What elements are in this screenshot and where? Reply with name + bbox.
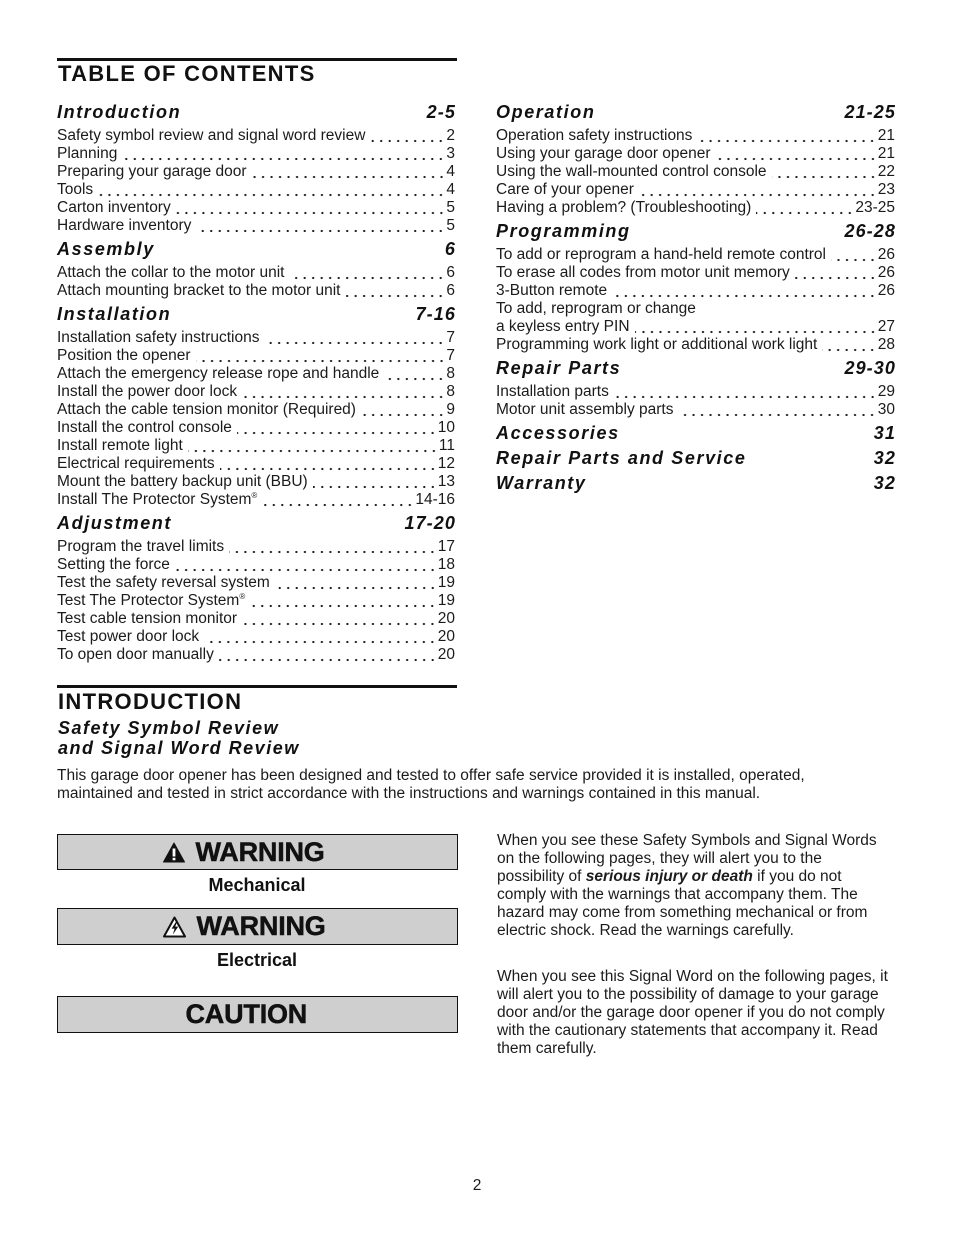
toc-section-heading [57, 512, 455, 534]
body-line: electric shock. Read the warnings carefully. [497, 922, 794, 939]
toc-entry-page: 21 [877, 127, 895, 144]
toc-section-heading [496, 422, 895, 444]
toc-section-pages: 17-20 [404, 513, 456, 533]
dot-leader [361, 401, 445, 419]
toc-entry-page: 7 [446, 347, 455, 364]
toc-entry-label [496, 300, 696, 318]
toc-entry [57, 401, 455, 419]
body-line: maintained and tested in strict accordance with the instructions and warnings contained in this manual. [57, 785, 761, 802]
toc-section-title: Programming [496, 221, 631, 241]
toc-entry-list [496, 383, 895, 419]
dot-leader [275, 574, 437, 592]
toc-entry [57, 163, 455, 181]
toc-entry-page: 22 [877, 163, 895, 180]
toc-entry [57, 592, 455, 610]
toc-entry-page: 9 [446, 401, 455, 418]
registered-mark: ® [239, 592, 246, 601]
toc-entry-label [57, 455, 215, 473]
toc-entry [57, 217, 455, 235]
toc-section [57, 512, 455, 664]
signal-word: WARNING [195, 836, 325, 867]
toc-section-heading [496, 220, 895, 242]
toc-section-pages: 21-25 [844, 102, 896, 122]
toc-entry-label [57, 127, 365, 145]
toc-entry-label [496, 145, 711, 163]
toc-section-heading [57, 303, 455, 325]
toc-entry-page: 30 [877, 401, 895, 418]
toc-entry-page: 3 [446, 145, 455, 162]
toc-entry-text: Position the opener [57, 347, 191, 364]
toc-entry-text: Install the control console [57, 419, 232, 436]
toc-entry [496, 199, 895, 217]
toc-entry [57, 491, 455, 509]
dot-leader [188, 437, 438, 455]
dot-leader [614, 383, 877, 401]
toc-entry-text: Program the travel limits [57, 538, 225, 555]
emphasis-text: serious injury or death [585, 868, 753, 885]
toc-entry-page: 12 [437, 455, 455, 472]
body-line: comply with the warnings that accompany them. The [497, 886, 858, 903]
toc-section-pages: 31 [873, 423, 896, 443]
toc-entry [496, 401, 895, 419]
toc-entry-label [496, 336, 817, 354]
toc-entry-page: 8 [446, 383, 455, 400]
introduction-subtitle-line: Safety Symbol Review [58, 718, 280, 738]
dot-leader [716, 145, 877, 163]
toc-entry [57, 628, 455, 646]
toc-entry-text: Attach mounting bracket to the motor unit [57, 282, 341, 299]
warning-caption-mechanical: Mechanical [208, 875, 306, 895]
toc-entry-label [57, 264, 284, 282]
toc-entry [496, 282, 895, 300]
toc-entry-text: Using your garage door opener [496, 145, 711, 162]
toc-section-pages: 32 [873, 448, 896, 468]
dot-leader [370, 127, 445, 145]
toc-section-title: Accessories [496, 423, 620, 443]
toc-entry [496, 318, 895, 336]
toc-entry-text: Install the power door lock [57, 383, 238, 400]
page-number: 2 [472, 1177, 482, 1194]
toc-entry-label [57, 574, 270, 592]
toc-entry-page: 8 [446, 365, 455, 382]
toc-entry-label [496, 318, 630, 336]
toc-section-pages: 29-30 [844, 358, 896, 378]
toc-section [57, 303, 455, 509]
toc-entry-text: Installation parts [496, 383, 609, 400]
toc-section [57, 101, 455, 235]
toc-entry [57, 145, 455, 163]
body-line: with the cautionary statements that accompany it. Read [497, 1022, 878, 1039]
signal-word: WARNING [196, 911, 326, 941]
toc-entry-page: 7 [446, 329, 455, 346]
toc-entry-label [57, 610, 237, 628]
toc-entry-text: Attach the emergency release rope and handle [57, 365, 380, 382]
body-line: will alert you to the possibility of damage to your garage [497, 986, 879, 1003]
dot-leader [242, 383, 445, 401]
toc-entry [496, 336, 895, 354]
toc-section-heading [57, 238, 455, 260]
toc-entry-label [57, 181, 93, 199]
toc-entry-text: To add, reprogram or change [496, 300, 696, 317]
toc-entry-label [496, 264, 790, 282]
toc-entry-text: Programming work light or additional work light [496, 336, 818, 353]
toc-entry [57, 199, 455, 217]
toc-entry-page: 18 [437, 556, 455, 573]
dot-leader [313, 473, 437, 491]
toc-title: TABLE OF CONTENTS [58, 61, 316, 86]
warning-caption-electrical: Electrical [216, 950, 298, 970]
dot-leader [98, 181, 445, 199]
toc-entry-label [496, 246, 826, 264]
toc-entry-text: Installation safety instructions [57, 329, 260, 346]
toc-section-title: Introduction [57, 102, 182, 122]
toc-entry [496, 127, 895, 145]
toc-entry [57, 181, 455, 199]
toc-entry-text: Operation safety instructions [496, 127, 693, 144]
toc-entry-page: 17 [437, 538, 455, 555]
toc-section-pages: 26-28 [844, 221, 896, 241]
toc-entry-label [57, 628, 199, 646]
toc-entry-label [496, 383, 609, 401]
dot-leader [219, 646, 437, 664]
toc-entry-text: Having a problem? (Troubleshooting) [496, 199, 752, 216]
toc-entry-list [57, 127, 455, 235]
toc-section-title: Adjustment [57, 513, 172, 533]
signal-word: CAUTION [185, 999, 308, 1029]
body-line: This garage door opener has been designed and tested to offer safe service provided it is installed, operated, [57, 767, 805, 784]
toc-section-title: Repair Parts and Service [496, 448, 747, 468]
dot-leader [678, 401, 876, 419]
toc-entry-text: Install The Protector System [57, 491, 252, 508]
toc-entry-page: 26 [877, 282, 895, 299]
toc-entry [496, 163, 895, 181]
toc-section-title: Assembly [57, 239, 155, 259]
dot-leader [252, 163, 446, 181]
toc-entry-page: 20 [437, 646, 455, 663]
toc-entry-label [57, 419, 232, 437]
toc-section-heading [496, 357, 895, 379]
toc-entry-page: 2 [446, 127, 455, 144]
toc-section [496, 447, 895, 469]
dot-leader [242, 610, 437, 628]
toc-entry-text: Attach the cable tension monitor (Required) [57, 401, 356, 418]
toc-entry [57, 419, 455, 437]
toc-entry-label [57, 365, 379, 383]
warning-box-mechanical [57, 834, 458, 870]
toc-section-heading [496, 101, 895, 123]
toc-entry [57, 127, 455, 145]
toc-entry [496, 181, 895, 199]
toc-entry-page: 6 [446, 282, 455, 299]
toc-entry-page: 19 [437, 592, 455, 609]
toc-entry-text: Preparing your garage door [57, 163, 247, 180]
toc-entry-label [57, 199, 171, 217]
toc-entry-label [57, 592, 245, 610]
toc-entry-label [57, 145, 117, 163]
toc-entry-label [57, 556, 170, 574]
toc-entry-label [57, 401, 356, 419]
toc-section-pages: 7-16 [415, 304, 456, 324]
introduction-subtitle [58, 718, 300, 758]
toc-entry-page: 10 [437, 419, 455, 436]
toc-entry-page: 4 [446, 181, 455, 198]
toc-section [496, 357, 895, 419]
dot-leader [237, 419, 437, 437]
toc-entry-text: Test cable tension monitor [57, 610, 238, 627]
toc-entry-label [496, 127, 692, 145]
toc-section-heading [57, 101, 455, 123]
toc-entry [57, 264, 455, 282]
toc-entry-page: 27 [877, 318, 895, 335]
toc-entry-text: Electrical requirements [57, 455, 215, 472]
toc-entry-list [57, 264, 455, 300]
toc-entry-page: 26 [877, 246, 895, 263]
safety-symbols-explanation [497, 832, 877, 940]
introduction-title: INTRODUCTION [58, 689, 243, 714]
toc-entry [496, 300, 895, 318]
dot-leader [795, 264, 877, 282]
toc-section-pages: 32 [873, 473, 896, 493]
toc-entry-text: Using the wall-mounted control console [496, 163, 767, 180]
toc-entry-text: To open door manually [57, 646, 214, 663]
body-text: if you do not [752, 868, 842, 885]
toc-entry [57, 473, 455, 491]
toc-entry-page: 14-16 [415, 491, 455, 508]
body-line: hazard may come from something mechanical or from [497, 904, 868, 921]
toc-entry-text: Test The Protector System [57, 592, 240, 609]
toc-entry-label [57, 282, 340, 300]
toc-entry-label [496, 282, 607, 300]
dot-leader [697, 127, 876, 145]
dot-leader [289, 264, 445, 282]
dot-leader [756, 199, 854, 217]
dot-leader [262, 491, 414, 509]
toc-entry-label [57, 473, 308, 491]
toc-entry-text: Setting the force [57, 556, 170, 573]
toc-entry-label [57, 163, 247, 181]
toc-section [496, 472, 895, 494]
toc-entry-label [57, 217, 191, 235]
dot-leader [345, 282, 445, 300]
toc-entry-text: To erase all codes from motor unit memory [496, 264, 790, 281]
toc-entry-text: Tools [57, 181, 94, 198]
toc-entry-page: 11 [438, 437, 455, 454]
toc-section-title: Operation [496, 102, 596, 122]
toc-entry-page: 23 [877, 181, 895, 198]
toc-entry [57, 365, 455, 383]
toc-entry-page: 20 [437, 610, 455, 627]
toc-entry-label [57, 347, 191, 365]
caution-box [57, 996, 458, 1033]
toc-entry-text: Test the safety reversal system [57, 574, 270, 591]
toc-entry-label [57, 646, 214, 664]
toc-section-heading [496, 447, 895, 469]
toc-entry-text: Test power door lock [57, 628, 200, 645]
dot-leader [612, 282, 877, 300]
dot-leader [229, 538, 437, 556]
body-line [497, 868, 877, 886]
dot-leader [772, 163, 877, 181]
toc-entry [496, 383, 895, 401]
toc-entry-text: Attach the collar to the motor unit [57, 264, 285, 281]
dot-leader [264, 329, 445, 347]
dot-leader [176, 199, 446, 217]
warning-box-electrical [57, 908, 458, 945]
toc-entry-page: 23-25 [855, 199, 895, 216]
toc-entry [57, 455, 455, 473]
toc-section [496, 101, 895, 217]
toc-entry-list [496, 127, 895, 217]
toc-entry-text: To add or reprogram a hand-held remote control [496, 246, 826, 263]
warning-triangle-lightning-icon [163, 916, 186, 938]
toc-entry [57, 574, 455, 592]
dot-leader [204, 628, 437, 646]
toc-entry-text: a keyless entry PIN [496, 318, 630, 335]
toc-entry-label [496, 181, 634, 199]
body-line: on the following pages, they will alert you to the [497, 850, 822, 867]
dot-leader [635, 318, 877, 336]
dot-leader [220, 455, 437, 473]
toc-entry-page: 13 [437, 473, 455, 490]
toc-entry-text: Carton inventory [57, 199, 171, 216]
dot-leader [831, 246, 877, 264]
dot-leader [196, 347, 446, 365]
toc-entry [57, 282, 455, 300]
dot-leader [175, 556, 437, 574]
toc-entry-page: 6 [446, 264, 455, 281]
introduction-top-rule [57, 685, 457, 688]
dot-leader [122, 145, 445, 163]
toc-entry-page: 5 [446, 217, 455, 234]
body-line: them carefully. [497, 1040, 597, 1057]
body-text: possibility of [497, 868, 586, 885]
toc-entry-page: 21 [877, 145, 895, 162]
toc-entry-label [496, 199, 751, 217]
toc-section-pages: 6 [444, 239, 456, 259]
dot-leader [384, 365, 445, 383]
toc-entry-text: Planning [57, 145, 118, 162]
toc-entry-label [57, 491, 257, 509]
toc-entry [496, 246, 895, 264]
toc-entry-label [57, 437, 183, 455]
body-line: When you see these Safety Symbols and Signal Words [497, 832, 877, 849]
toc-entry-page: 19 [437, 574, 455, 591]
toc-entry [57, 610, 455, 628]
toc-entry [57, 556, 455, 574]
toc-entry-text: Hardware inventory [57, 217, 192, 234]
toc-entry-page: 20 [437, 628, 455, 645]
toc-entry [496, 145, 895, 163]
toc-entry-page: 26 [877, 264, 895, 281]
toc-entry-text: 3-Button remote [496, 282, 608, 299]
toc-entry-label [57, 538, 224, 556]
toc-entry [57, 437, 455, 455]
toc-entry-label [57, 329, 259, 347]
toc-entry-text: Mount the battery backup unit (BBU) [57, 473, 308, 490]
toc-section-title: Warranty [496, 473, 587, 493]
toc-section-title: Installation [57, 304, 172, 324]
body-line: door and/or the garage door opener if you do not comply [497, 1004, 885, 1021]
toc-left-column [57, 101, 455, 664]
toc-entry-label [496, 163, 767, 181]
body-line: When you see this Signal Word on the following pages, it [497, 968, 888, 985]
toc-entry-label [496, 401, 673, 419]
dot-leader [196, 217, 445, 235]
toc-entry [57, 383, 455, 401]
toc-entry-page: 29 [877, 383, 895, 400]
toc-right-column [496, 101, 895, 494]
toc-entry-page: 4 [446, 163, 455, 180]
toc-section-title: Repair Parts [496, 358, 622, 378]
toc-entry [57, 329, 455, 347]
toc-entry-text: Safety symbol review and signal word review [57, 127, 366, 144]
toc-entry-text: Care of your opener [496, 181, 634, 198]
toc-entry [496, 264, 895, 282]
introduction-subtitle-line: and Signal Word Review [58, 738, 300, 758]
introduction-body [57, 767, 805, 803]
toc-entry-page: 5 [446, 199, 455, 216]
warning-triangle-exclamation-icon [163, 842, 185, 863]
toc-entry [57, 538, 455, 556]
toc-section-heading [496, 472, 895, 494]
toc-entry [57, 646, 455, 664]
caution-explanation [497, 968, 888, 1058]
toc-section-pages: 2-5 [426, 102, 456, 122]
toc-entry-list [57, 538, 455, 664]
dot-leader [822, 336, 876, 354]
toc-entry [57, 347, 455, 365]
dot-leader [250, 592, 437, 610]
toc-entry-text: Motor unit assembly parts [496, 401, 674, 418]
toc-entry-label [57, 383, 237, 401]
toc-section [57, 238, 455, 300]
toc-entry-list [496, 246, 895, 354]
dot-leader [639, 181, 877, 199]
toc-section [496, 422, 895, 444]
toc-section [496, 220, 895, 354]
toc-entry-list [57, 329, 455, 509]
toc-entry-page: 28 [877, 336, 895, 353]
toc-entry-text: Install remote light [57, 437, 183, 454]
registered-mark: ® [251, 491, 258, 500]
